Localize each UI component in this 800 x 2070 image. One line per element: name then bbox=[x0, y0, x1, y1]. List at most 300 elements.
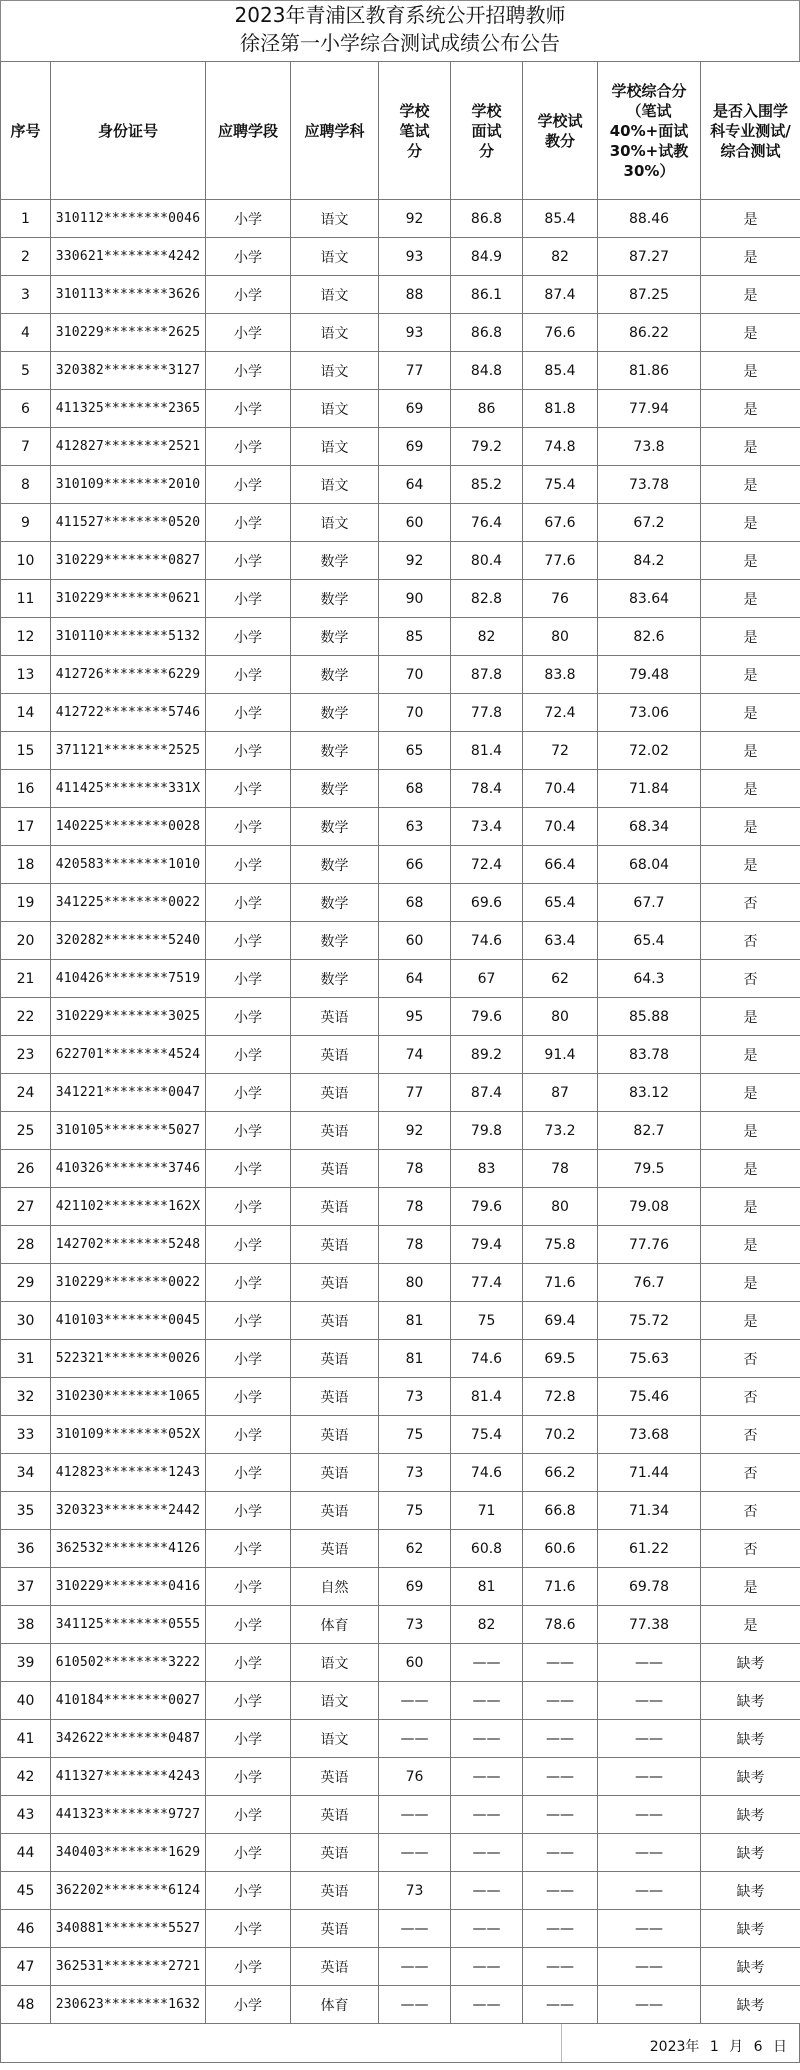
cell-subject: 数学 bbox=[291, 618, 379, 656]
cell-id: 310229********0827 bbox=[51, 542, 206, 580]
cell-shortlist: 是 bbox=[701, 1606, 800, 1644]
cell-written: 66 bbox=[379, 846, 451, 884]
cell-seq: 6 bbox=[1, 390, 51, 428]
cell-interview: 75.4 bbox=[451, 1416, 523, 1454]
table-row bbox=[1, 200, 800, 238]
cell-trial: —— bbox=[523, 1758, 598, 1796]
cell-composite: 82.6 bbox=[598, 618, 701, 656]
header-shortlist: 是否入围学科专业测试/综合测试 bbox=[701, 62, 800, 200]
cell-interview: —— bbox=[451, 1948, 523, 1986]
cell-shortlist: 缺考 bbox=[701, 1758, 800, 1796]
cell-shortlist: 是 bbox=[701, 998, 800, 1036]
cell-stage: 小学 bbox=[206, 1150, 291, 1188]
cell-seq: 43 bbox=[1, 1796, 51, 1834]
table-row bbox=[1, 1340, 800, 1378]
cell-interview: —— bbox=[451, 1796, 523, 1834]
cell-composite: 79.48 bbox=[598, 656, 701, 694]
cell-seq: 38 bbox=[1, 1606, 51, 1644]
cell-subject: 数学 bbox=[291, 884, 379, 922]
cell-subject: 数学 bbox=[291, 732, 379, 770]
cell-trial: 70.4 bbox=[523, 808, 598, 846]
cell-interview: 76.4 bbox=[451, 504, 523, 542]
title-line-1: 2023年青浦区教育系统公开招聘教师 bbox=[234, 3, 566, 27]
cell-id: 320282********5240 bbox=[51, 922, 206, 960]
cell-subject: 英语 bbox=[291, 1188, 379, 1226]
cell-composite: 76.7 bbox=[598, 1264, 701, 1302]
cell-stage: 小学 bbox=[206, 466, 291, 504]
cell-shortlist: 缺考 bbox=[701, 1910, 800, 1948]
cell-written: 78 bbox=[379, 1226, 451, 1264]
cell-written: 92 bbox=[379, 542, 451, 580]
cell-trial: 78 bbox=[523, 1150, 598, 1188]
cell-interview: —— bbox=[451, 1872, 523, 1910]
cell-id: 310229********3025 bbox=[51, 998, 206, 1036]
cell-composite: 73.78 bbox=[598, 466, 701, 504]
cell-subject: 英语 bbox=[291, 1530, 379, 1568]
cell-interview: 71 bbox=[451, 1492, 523, 1530]
cell-trial: 70.4 bbox=[523, 770, 598, 808]
cell-subject: 语文 bbox=[291, 314, 379, 352]
table-row bbox=[1, 1036, 800, 1074]
cell-stage: 小学 bbox=[206, 1682, 291, 1720]
header-composite: 学校综合分（笔试40%+面试30%+试教30%） bbox=[598, 62, 701, 200]
cell-id: 320323********2442 bbox=[51, 1492, 206, 1530]
cell-id: 310229********0022 bbox=[51, 1264, 206, 1302]
cell-seq: 1 bbox=[1, 200, 51, 238]
cell-subject: 英语 bbox=[291, 998, 379, 1036]
table-row bbox=[1, 1872, 800, 1910]
cell-seq: 48 bbox=[1, 1986, 51, 2024]
cell-trial: 67.6 bbox=[523, 504, 598, 542]
cell-stage: 小学 bbox=[206, 1758, 291, 1796]
cell-composite: 73.68 bbox=[598, 1416, 701, 1454]
cell-subject: 英语 bbox=[291, 1112, 379, 1150]
cell-stage: 小学 bbox=[206, 580, 291, 618]
cell-composite: 88.46 bbox=[598, 200, 701, 238]
cell-subject: 自然 bbox=[291, 1568, 379, 1606]
cell-seq: 31 bbox=[1, 1340, 51, 1378]
cell-interview: 86.8 bbox=[451, 200, 523, 238]
cell-seq: 35 bbox=[1, 1492, 51, 1530]
cell-composite: 71.34 bbox=[598, 1492, 701, 1530]
cell-id: 310112********0046 bbox=[51, 200, 206, 238]
cell-interview: 81.4 bbox=[451, 1378, 523, 1416]
cell-stage: 小学 bbox=[206, 884, 291, 922]
cell-written: 69 bbox=[379, 428, 451, 466]
table-row bbox=[1, 1834, 800, 1872]
table-row bbox=[1, 998, 800, 1036]
cell-written: 60 bbox=[379, 922, 451, 960]
cell-id: 610502********3222 bbox=[51, 1644, 206, 1682]
cell-subject: 数学 bbox=[291, 694, 379, 732]
cell-composite: 77.38 bbox=[598, 1606, 701, 1644]
cell-seq: 44 bbox=[1, 1834, 51, 1872]
cell-seq: 5 bbox=[1, 352, 51, 390]
cell-seq: 20 bbox=[1, 922, 51, 960]
table-row bbox=[1, 1796, 800, 1834]
cell-interview: 77.8 bbox=[451, 694, 523, 732]
cell-seq: 3 bbox=[1, 276, 51, 314]
cell-stage: 小学 bbox=[206, 1720, 291, 1758]
cell-seq: 26 bbox=[1, 1150, 51, 1188]
cell-shortlist: 否 bbox=[701, 1378, 800, 1416]
cell-composite: 61.22 bbox=[598, 1530, 701, 1568]
table-row bbox=[1, 1150, 800, 1188]
cell-shortlist: 是 bbox=[701, 618, 800, 656]
table-row bbox=[1, 352, 800, 390]
table-row bbox=[1, 1568, 800, 1606]
cell-seq: 23 bbox=[1, 1036, 51, 1074]
cell-subject: 语文 bbox=[291, 466, 379, 504]
cell-trial: 77.6 bbox=[523, 542, 598, 580]
cell-subject: 英语 bbox=[291, 1834, 379, 1872]
cell-written: —— bbox=[379, 1720, 451, 1758]
table-row bbox=[1, 504, 800, 542]
cell-written: 65 bbox=[379, 732, 451, 770]
cell-shortlist: 缺考 bbox=[701, 1986, 800, 2024]
cell-trial: 70.2 bbox=[523, 1416, 598, 1454]
header-interview: 学校面试分 bbox=[451, 62, 523, 200]
cell-trial: 72.8 bbox=[523, 1378, 598, 1416]
cell-id: 341225********0022 bbox=[51, 884, 206, 922]
cell-shortlist: 是 bbox=[701, 770, 800, 808]
cell-composite: 82.7 bbox=[598, 1112, 701, 1150]
cell-stage: 小学 bbox=[206, 922, 291, 960]
cell-interview: 60.8 bbox=[451, 1530, 523, 1568]
cell-subject: 英语 bbox=[291, 1454, 379, 1492]
header-id: 身份证号 bbox=[51, 62, 206, 200]
cell-composite: 71.84 bbox=[598, 770, 701, 808]
cell-shortlist: 是 bbox=[701, 1226, 800, 1264]
cell-written: 64 bbox=[379, 960, 451, 998]
cell-shortlist: 是 bbox=[701, 200, 800, 238]
cell-subject: 英语 bbox=[291, 1302, 379, 1340]
cell-subject: 数学 bbox=[291, 770, 379, 808]
cell-id: 341221********0047 bbox=[51, 1074, 206, 1112]
cell-composite: 73.8 bbox=[598, 428, 701, 466]
cell-stage: 小学 bbox=[206, 1492, 291, 1530]
title-line-2: 徐泾第一小学综合测试成绩公布公告 bbox=[240, 31, 560, 55]
cell-written: 76 bbox=[379, 1758, 451, 1796]
cell-interview: 85.2 bbox=[451, 466, 523, 504]
cell-id: 411325********2365 bbox=[51, 390, 206, 428]
cell-shortlist: 缺考 bbox=[701, 1796, 800, 1834]
cell-subject: 体育 bbox=[291, 1986, 379, 2024]
table-row bbox=[1, 1378, 800, 1416]
cell-stage: 小学 bbox=[206, 1416, 291, 1454]
cell-id: 412827********2521 bbox=[51, 428, 206, 466]
cell-id: 410103********0045 bbox=[51, 1302, 206, 1340]
cell-composite: —— bbox=[598, 1796, 701, 1834]
cell-composite: 75.46 bbox=[598, 1378, 701, 1416]
cell-stage: 小学 bbox=[206, 656, 291, 694]
cell-composite: 65.4 bbox=[598, 922, 701, 960]
cell-trial: —— bbox=[523, 1986, 598, 2024]
cell-composite: 67.2 bbox=[598, 504, 701, 542]
cell-composite: 86.22 bbox=[598, 314, 701, 352]
cell-id: 310229********2625 bbox=[51, 314, 206, 352]
table-row bbox=[1, 618, 800, 656]
cell-interview: —— bbox=[451, 1720, 523, 1758]
cell-shortlist: 缺考 bbox=[701, 1682, 800, 1720]
cell-id: 310105********5027 bbox=[51, 1112, 206, 1150]
cell-stage: 小学 bbox=[206, 1796, 291, 1834]
cell-seq: 11 bbox=[1, 580, 51, 618]
cell-stage: 小学 bbox=[206, 200, 291, 238]
cell-seq: 21 bbox=[1, 960, 51, 998]
cell-stage: 小学 bbox=[206, 1872, 291, 1910]
cell-seq: 45 bbox=[1, 1872, 51, 1910]
cell-written: 92 bbox=[379, 200, 451, 238]
cell-id: 330621********4242 bbox=[51, 238, 206, 276]
cell-trial: 80 bbox=[523, 998, 598, 1036]
cell-written: 75 bbox=[379, 1492, 451, 1530]
cell-shortlist: 是 bbox=[701, 1568, 800, 1606]
cell-shortlist: 是 bbox=[701, 1264, 800, 1302]
cell-seq: 40 bbox=[1, 1682, 51, 1720]
cell-composite: 77.94 bbox=[598, 390, 701, 428]
cell-written: 75 bbox=[379, 1416, 451, 1454]
cell-subject: 英语 bbox=[291, 1910, 379, 1948]
table-row bbox=[1, 1264, 800, 1302]
table-body bbox=[1, 200, 800, 2024]
cell-interview: —— bbox=[451, 1986, 523, 2024]
table-row bbox=[1, 960, 800, 998]
cell-shortlist: 否 bbox=[701, 1530, 800, 1568]
cell-written: 93 bbox=[379, 314, 451, 352]
cell-written: 81 bbox=[379, 1340, 451, 1378]
cell-shortlist: 是 bbox=[701, 1112, 800, 1150]
cell-interview: 86.8 bbox=[451, 314, 523, 352]
table-row bbox=[1, 276, 800, 314]
table-row bbox=[1, 1758, 800, 1796]
cell-interview: 86 bbox=[451, 390, 523, 428]
cell-trial: —— bbox=[523, 1948, 598, 1986]
cell-written: 78 bbox=[379, 1150, 451, 1188]
table-row bbox=[1, 1074, 800, 1112]
cell-written: —— bbox=[379, 1986, 451, 2024]
cell-subject: 体育 bbox=[291, 1606, 379, 1644]
table-header-row bbox=[1, 62, 800, 200]
cell-composite: 79.08 bbox=[598, 1188, 701, 1226]
cell-interview: 79.4 bbox=[451, 1226, 523, 1264]
cell-seq: 17 bbox=[1, 808, 51, 846]
table-row bbox=[1, 1454, 800, 1492]
cell-shortlist: 是 bbox=[701, 314, 800, 352]
cell-stage: 小学 bbox=[206, 352, 291, 390]
cell-composite: 87.27 bbox=[598, 238, 701, 276]
cell-subject: 英语 bbox=[291, 1226, 379, 1264]
header-written: 学校笔试分 bbox=[379, 62, 451, 200]
header-seq: 序号 bbox=[1, 62, 51, 200]
cell-subject: 英语 bbox=[291, 1074, 379, 1112]
cell-id: 342622********0487 bbox=[51, 1720, 206, 1758]
cell-trial: 80 bbox=[523, 618, 598, 656]
cell-shortlist: 否 bbox=[701, 1416, 800, 1454]
cell-id: 230623********1632 bbox=[51, 1986, 206, 2024]
cell-composite: 84.2 bbox=[598, 542, 701, 580]
cell-id: 412722********5746 bbox=[51, 694, 206, 732]
cell-written: 80 bbox=[379, 1264, 451, 1302]
cell-composite: 69.78 bbox=[598, 1568, 701, 1606]
cell-interview: 74.6 bbox=[451, 1454, 523, 1492]
cell-interview: 77.4 bbox=[451, 1264, 523, 1302]
cell-shortlist: 是 bbox=[701, 352, 800, 390]
cell-subject: 语文 bbox=[291, 352, 379, 390]
cell-composite: —— bbox=[598, 1948, 701, 1986]
cell-seq: 12 bbox=[1, 618, 51, 656]
title-block bbox=[0, 0, 800, 61]
cell-written: 73 bbox=[379, 1606, 451, 1644]
cell-stage: 小学 bbox=[206, 238, 291, 276]
cell-seq: 24 bbox=[1, 1074, 51, 1112]
cell-subject: 英语 bbox=[291, 1758, 379, 1796]
cell-interview: 81.4 bbox=[451, 732, 523, 770]
cell-trial: 76.6 bbox=[523, 314, 598, 352]
cell-composite: —— bbox=[598, 1872, 701, 1910]
table-row bbox=[1, 1910, 800, 1948]
cell-seq: 15 bbox=[1, 732, 51, 770]
cell-trial: 75.4 bbox=[523, 466, 598, 504]
cell-trial: 71.6 bbox=[523, 1264, 598, 1302]
cell-seq: 33 bbox=[1, 1416, 51, 1454]
cell-interview: 82 bbox=[451, 618, 523, 656]
cell-seq: 2 bbox=[1, 238, 51, 276]
cell-seq: 41 bbox=[1, 1720, 51, 1758]
cell-shortlist: 是 bbox=[701, 276, 800, 314]
cell-composite: —— bbox=[598, 1720, 701, 1758]
table-row bbox=[1, 580, 800, 618]
footer-date: 2023年 1 月 6 日 bbox=[649, 2039, 787, 2055]
cell-shortlist: 否 bbox=[701, 1454, 800, 1492]
cell-id: 340403********1629 bbox=[51, 1834, 206, 1872]
cell-written: 85 bbox=[379, 618, 451, 656]
cell-id: 420583********1010 bbox=[51, 846, 206, 884]
cell-interview: —— bbox=[451, 1644, 523, 1682]
cell-trial: 75.8 bbox=[523, 1226, 598, 1264]
cell-seq: 29 bbox=[1, 1264, 51, 1302]
cell-shortlist: 是 bbox=[701, 390, 800, 428]
cell-seq: 4 bbox=[1, 314, 51, 352]
cell-composite: 68.34 bbox=[598, 808, 701, 846]
cell-shortlist: 是 bbox=[701, 466, 800, 504]
cell-composite: —— bbox=[598, 1986, 701, 2024]
cell-stage: 小学 bbox=[206, 276, 291, 314]
cell-composite: 72.02 bbox=[598, 732, 701, 770]
cell-written: 60 bbox=[379, 504, 451, 542]
cell-interview: 79.8 bbox=[451, 1112, 523, 1150]
cell-trial: 85.4 bbox=[523, 352, 598, 390]
cell-composite: 87.25 bbox=[598, 276, 701, 314]
cell-interview: —— bbox=[451, 1910, 523, 1948]
table-row bbox=[1, 808, 800, 846]
cell-interview: 84.8 bbox=[451, 352, 523, 390]
cell-stage: 小学 bbox=[206, 1910, 291, 1948]
cell-seq: 37 bbox=[1, 1568, 51, 1606]
cell-composite: 73.06 bbox=[598, 694, 701, 732]
cell-written: 77 bbox=[379, 352, 451, 390]
cell-written: 88 bbox=[379, 276, 451, 314]
cell-seq: 8 bbox=[1, 466, 51, 504]
cell-seq: 32 bbox=[1, 1378, 51, 1416]
table-row bbox=[1, 390, 800, 428]
header-trial: 学校试教分 bbox=[523, 62, 598, 200]
cell-stage: 小学 bbox=[206, 998, 291, 1036]
cell-subject: 数学 bbox=[291, 960, 379, 998]
cell-written: —— bbox=[379, 1796, 451, 1834]
cell-id: 410326********3746 bbox=[51, 1150, 206, 1188]
cell-stage: 小学 bbox=[206, 1302, 291, 1340]
cell-stage: 小学 bbox=[206, 808, 291, 846]
cell-shortlist: 缺考 bbox=[701, 1720, 800, 1758]
cell-interview: 81 bbox=[451, 1568, 523, 1606]
cell-subject: 英语 bbox=[291, 1416, 379, 1454]
cell-interview: 87.4 bbox=[451, 1074, 523, 1112]
cell-written: 95 bbox=[379, 998, 451, 1036]
cell-subject: 英语 bbox=[291, 1264, 379, 1302]
cell-trial: 72.4 bbox=[523, 694, 598, 732]
cell-interview: 75 bbox=[451, 1302, 523, 1340]
table-row bbox=[1, 1644, 800, 1682]
cell-shortlist: 否 bbox=[701, 960, 800, 998]
cell-composite: 83.78 bbox=[598, 1036, 701, 1074]
cell-composite: —— bbox=[598, 1910, 701, 1948]
cell-written: 68 bbox=[379, 770, 451, 808]
cell-interview: 80.4 bbox=[451, 542, 523, 580]
cell-trial: —— bbox=[523, 1910, 598, 1948]
table-row bbox=[1, 1682, 800, 1720]
cell-id: 362531********2721 bbox=[51, 1948, 206, 1986]
cell-written: 60 bbox=[379, 1644, 451, 1682]
cell-stage: 小学 bbox=[206, 1340, 291, 1378]
footer-divider bbox=[561, 2024, 562, 2062]
cell-subject: 英语 bbox=[291, 1340, 379, 1378]
cell-written: —— bbox=[379, 1834, 451, 1872]
cell-written: —— bbox=[379, 1910, 451, 1948]
cell-composite: —— bbox=[598, 1644, 701, 1682]
cell-trial: —— bbox=[523, 1834, 598, 1872]
cell-id: 310229********0621 bbox=[51, 580, 206, 618]
cell-shortlist: 是 bbox=[701, 428, 800, 466]
cell-interview: —— bbox=[451, 1682, 523, 1720]
cell-trial: 65.4 bbox=[523, 884, 598, 922]
header-stage: 应聘学段 bbox=[206, 62, 291, 200]
table-row bbox=[1, 694, 800, 732]
cell-shortlist: 缺考 bbox=[701, 1644, 800, 1682]
cell-composite: 77.76 bbox=[598, 1226, 701, 1264]
cell-id: 310230********1065 bbox=[51, 1378, 206, 1416]
table-row bbox=[1, 1720, 800, 1758]
cell-shortlist: 缺考 bbox=[701, 1872, 800, 1910]
cell-seq: 47 bbox=[1, 1948, 51, 1986]
cell-subject: 英语 bbox=[291, 1948, 379, 1986]
cell-seq: 22 bbox=[1, 998, 51, 1036]
cell-composite: 64.3 bbox=[598, 960, 701, 998]
cell-interview: 69.6 bbox=[451, 884, 523, 922]
cell-subject: 英语 bbox=[291, 1872, 379, 1910]
cell-trial: 81.8 bbox=[523, 390, 598, 428]
cell-stage: 小学 bbox=[206, 1606, 291, 1644]
cell-written: 81 bbox=[379, 1302, 451, 1340]
cell-subject: 数学 bbox=[291, 580, 379, 618]
cell-id: 310109********052X bbox=[51, 1416, 206, 1454]
cell-trial: 78.6 bbox=[523, 1606, 598, 1644]
cell-seq: 16 bbox=[1, 770, 51, 808]
cell-seq: 46 bbox=[1, 1910, 51, 1948]
cell-id: 340881********5527 bbox=[51, 1910, 206, 1948]
cell-interview: 82 bbox=[451, 1606, 523, 1644]
cell-subject: 英语 bbox=[291, 1492, 379, 1530]
